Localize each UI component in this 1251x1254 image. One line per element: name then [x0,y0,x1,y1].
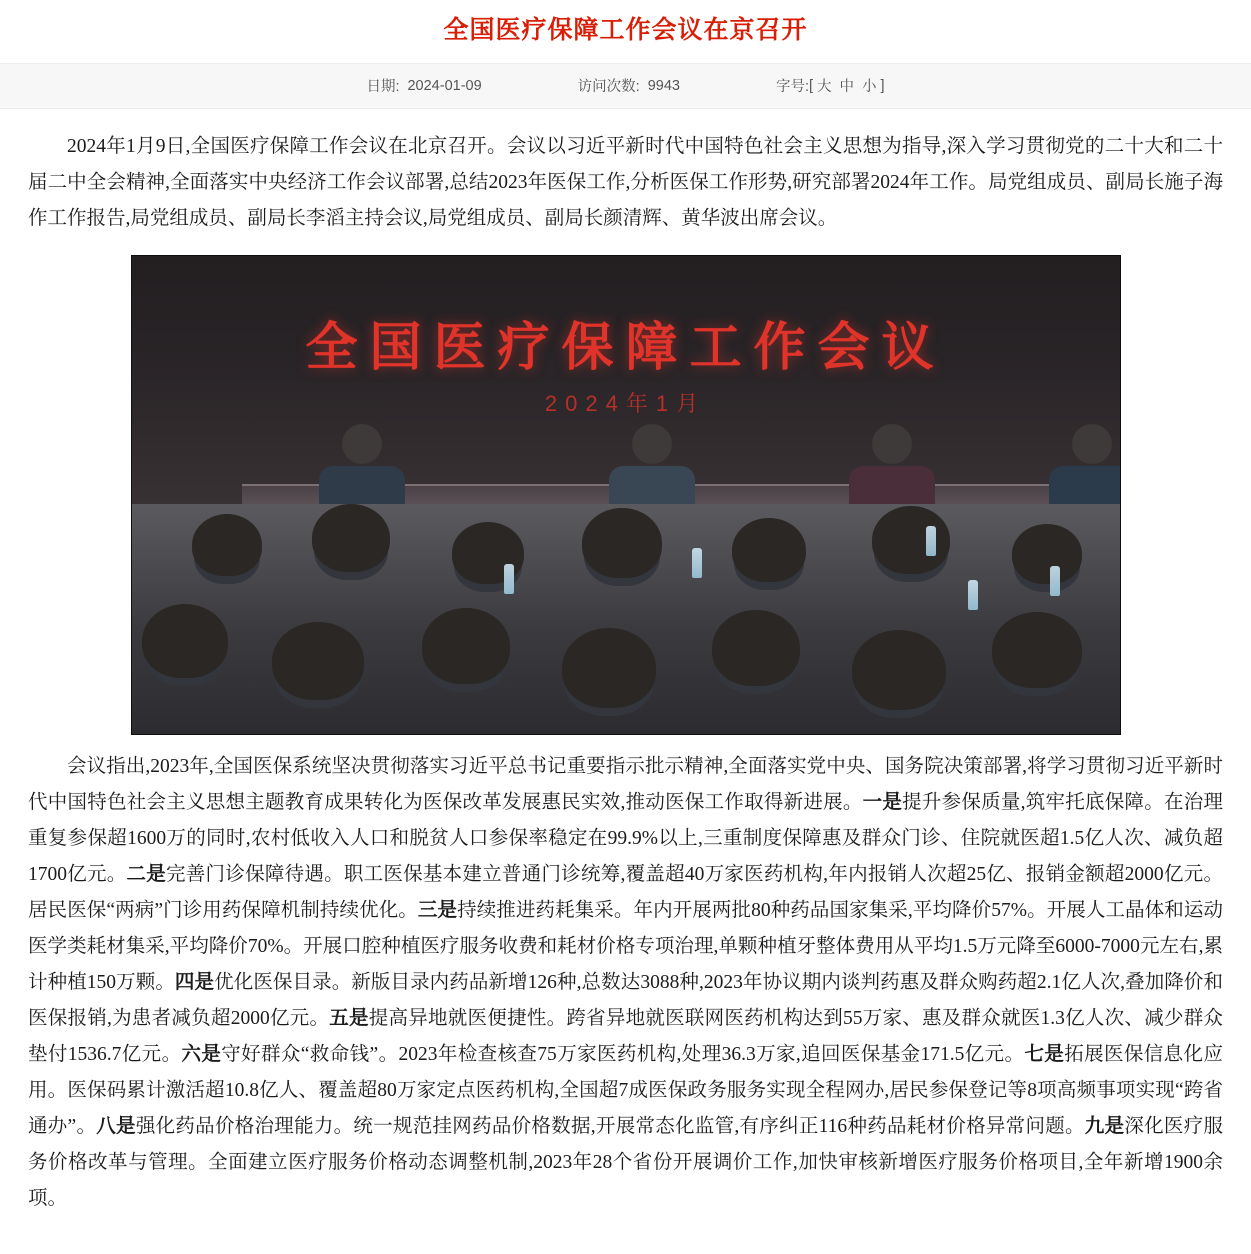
view-count-value: 9943 [647,77,680,94]
body-bold-4: 四是 [174,972,215,994]
font-size-links [809,75,885,96]
body-seg-9: 强化药品价格治理能力。统一规范挂网药品价格数据,开展常态化监管,有序纠正116种药品耗材价格异常问题。 [135,1116,1085,1138]
publish-date-label: 日期: [366,79,400,95]
article-meta-bar [0,63,1251,109]
photo-seat-3 [832,424,952,512]
body-bold-8: 八是 [96,1116,136,1138]
font-size-control [728,75,933,96]
body-bold-2: 二是 [126,863,167,885]
article-body [0,109,1251,1254]
photo-seat-4 [1032,424,1121,512]
bracket-close: ] [880,77,885,94]
article-figure [28,255,1223,735]
publish-date [318,75,529,96]
photo-person-head [872,424,912,464]
body-seg-8: 拓展医保信息化应用。医保码累计激活超10.8亿人、覆盖超80万家定点医药机构,全国超7成医保政务服务实现全程网办,居民参保登记等8项高频事项实现“跨省通办”。 [28,1044,1223,1138]
paragraph-2 [28,749,1223,1218]
photo-person-head [1072,424,1112,464]
body-seg-4: 持续推进药耗集采。年内开展两批80种药品国家集采,平均降价57%。开展人工晶体和运动医学类耗材集采,平均降价70%。开展口腔种植医疗服务收费和耗材价格专项治理,单颗种植牙整体费用从平均1.5万元降至6000-7000元左右,累计种植150万颗。 [28,899,1223,994]
view-count-label: 访问次数: [577,79,640,95]
publish-date-value: 2024-01-09 [407,77,482,94]
body-seg-1: 会议指出,2023年,全国医保系统坚决贯彻落实习近平总书记重要指示批示精神,全面落实党中央、国务院决策部署,将学习贯彻习近平新时代中国特色社会主义思想主题教育成果转化为医保改革发展惠民实效,推动医保工作取得新进展。 [28,755,1223,813]
body-bold-1: 一是 [862,791,903,813]
body-bold-9: 九是 [1084,1116,1125,1138]
conference-photo [131,255,1121,735]
font-size-medium-link[interactable]: 中 [839,79,855,95]
photo-audience [132,504,1120,734]
photo-person-head [632,424,672,464]
view-count [530,75,728,96]
photo-seat-2 [592,424,712,512]
body-seg-10: 深化医疗服务价格改革与管理。全面建立医疗服务价格动态调整机制,2023年28个省份开展调价工作,加快审核新增医疗服务价格项目,全年新增1900余项。 [28,1116,1223,1210]
body-seg-5: 优化医保目录。新版目录内药品新增126种,总数达3088种,2023年协议期内谈判药惠及群众购药超2.1亿人次,叠加降价和医保报销,为患者减负超2000亿元。 [28,972,1223,1030]
photo-person-head [342,424,382,464]
font-size-large-link[interactable]: 大 [817,79,832,95]
body-bold-5: 五是 [329,1008,369,1030]
page-title: 全国医疗保障工作会议在京召开 [443,16,808,44]
photo-banner-main: 全国医疗保障工作会议 [305,318,946,377]
body-seg-7: 守好群众“救命钱”。2023年检查核查75万家医药机构,处理36.3万家,追回医保基金171.5亿元。 [221,1044,1025,1066]
body-bold-7: 七是 [1024,1044,1065,1066]
photo-backdrop [132,256,1120,524]
body-bold-3: 三是 [417,899,458,921]
body-seg-6: 提高异地就医便捷性。跨省异地就医联网医药机构达到55万家、惠及群众就医1.3亿人次、减少群众垫付1536.7亿元。 [28,1008,1223,1066]
paragraph-1: 2024年1月9日,全国医疗保障工作会议在北京召开。会议以习近平新时代中国特色社会主义思想为指导,深入学习贯彻党的二十大和二十届二中全会精神,全面落实中央经济工作会议部署,总结2023年医保工作,分析医保工作形势,研究部署2024年工作。局党组成员、副局长施子海作工作报告,局党组成员、副局长李滔主持会议,局党组成员、副局长颜清辉、黄华波出席会议。 [28,135,1223,229]
body-seg-3: 完善门诊保障待遇。职工医保基本建立普通门诊统筹,覆盖超40万家医药机构,年内报销人次超25亿、报销金额超2000亿元。居民医保“两病”门诊用药保障机制持续优化。 [28,863,1223,921]
photo-banner-sub: 2024年1月 [544,390,707,416]
font-size-small-link[interactable]: 小 [862,79,877,95]
body-bold-6: 六是 [181,1044,222,1066]
font-size-label: 字号: [775,79,809,95]
bracket-open: [ [808,77,814,94]
body-seg-2: 提升参保质量,筑牢托底保障。在治理重复参保超1600万的同时,农村低收入人口和脱贫人口参保率稳定在99.9%以上,三重制度保障惠及群众门诊、住院就医超1.5亿人次、减负超1700亿元。 [28,791,1223,885]
photo-seat-1 [302,424,422,512]
